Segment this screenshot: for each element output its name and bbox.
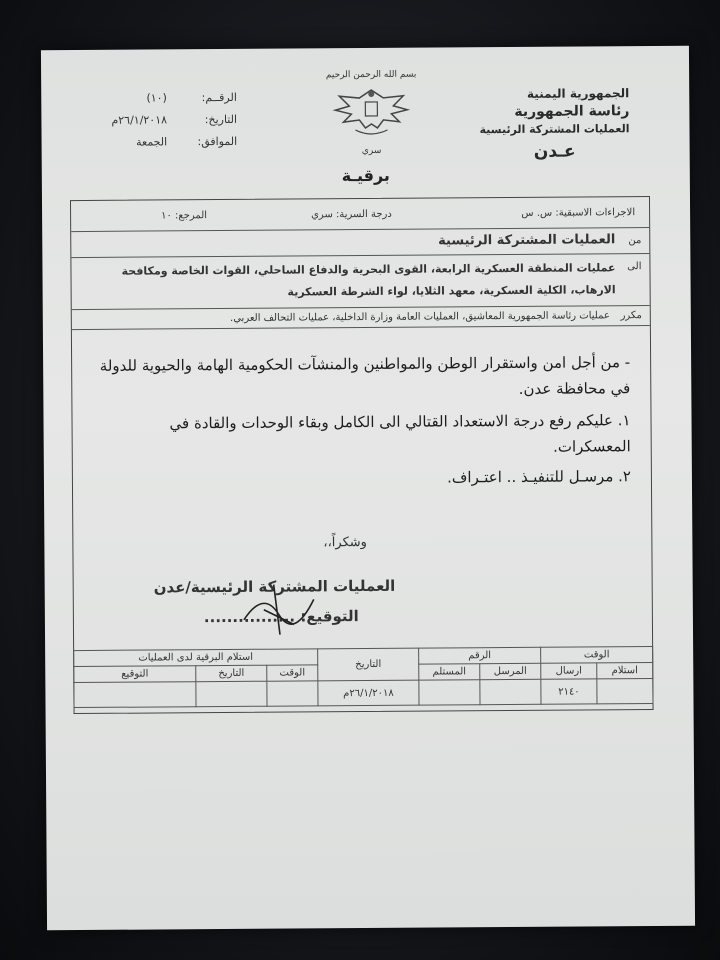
date2-header: التاريخ [196,665,267,681]
cc-value: عمليات رئاسة الجمهورية المعاشيق، العمليات العامة وزارة الداخلية، عمليات التحالف العربي. [229,310,610,324]
sign-header: التوقيع [74,666,196,683]
telegram-form [70,196,654,714]
from-label: من [628,235,642,247]
document-meta [111,87,237,154]
time2-cell [267,681,318,706]
ops-name: العمليات المشتركة الرئيسية [479,122,630,137]
signature-line: التوقيع: ................ [203,607,359,627]
receive-cell [597,679,653,704]
receive-header: استلام [597,663,653,679]
secrecy: درجة السرية: سري [311,208,392,221]
ops-receipt-header: استلام البرقية لدى العمليات [74,649,318,667]
document-page [41,46,695,931]
time-header: الوقت [541,647,653,664]
transmission-table [73,646,653,708]
sender-header: المرسل [480,663,541,679]
date2-cell [196,681,267,706]
reference: المرجع: ١٠ [161,210,208,222]
document-title: برقيـة [341,165,390,186]
number-value: (١٠) [146,91,167,105]
republic-name: الجمهورية اليمنية [526,86,630,101]
send-header: ارسال [541,663,597,679]
presidency-name: رئاسة الجمهورية [514,103,630,120]
day-label: الموافق: [197,134,238,149]
date-label: التاريخ: [204,112,238,127]
date-header: التاريخ [318,648,419,681]
day-value: الجمعة [136,135,168,149]
to-label: الى [627,261,642,273]
signer: العمليات المشتركة الرئيسية/عدن [153,576,396,597]
emblem-block [311,70,432,157]
basmala: بسم الله الرحمن الرحيم [325,69,417,81]
receiver-cell [419,680,480,705]
thanks: وشكراً،، [323,535,367,551]
city-name: عـدن [533,141,576,162]
classification-mark: سري [361,145,382,157]
procedures: الاجراءات الاسبقية: س. س [521,207,636,219]
eagle-emblem-icon [329,84,413,141]
date-cell: ٢٦/١/٢٠١٨م [318,680,419,706]
sign-cell [74,682,196,708]
cc-label: مكرر [620,310,642,322]
send-time-cell: ٢١٤٠ [541,679,597,704]
signature-scribble-icon [234,579,324,640]
letterhead [479,84,629,161]
number-header: الرقم [419,647,541,664]
paragraph-order-2: ٢. مرسـل للتنفيـذ .. اعتـراف. [447,467,631,487]
paragraph-order-1: ١. عليكم رفع درجة الاستعداد القتالي الى الكامل وبقاء الوحدات والقادة في المعسكرات. [169,411,631,456]
receiver-header: المستلم [419,664,480,680]
date-value: ٢٦/١/٢٠١٨م [111,113,168,127]
from-value: العمليات المشتركة الرئيسية [438,232,616,249]
to-value: عمليات المنطقة العسكرية الرابعة، القوى البحرية والدفاع الساحلي، القوات الخاصة ومكافحة الارهاب، الكلية العسكرية، معهد الثلايا، لواء الشرطة العسكرية [121,261,616,299]
time2-header: الوقت [267,665,318,681]
sender-cell [480,679,541,704]
number-label: الرقــم: [201,90,237,105]
paragraph-intro: - من أجل امن واستقرار الوطن والمواطنين والمنشآت الحكومية الهامة والحيوية للدولة في محافظة عدن. [99,353,631,398]
